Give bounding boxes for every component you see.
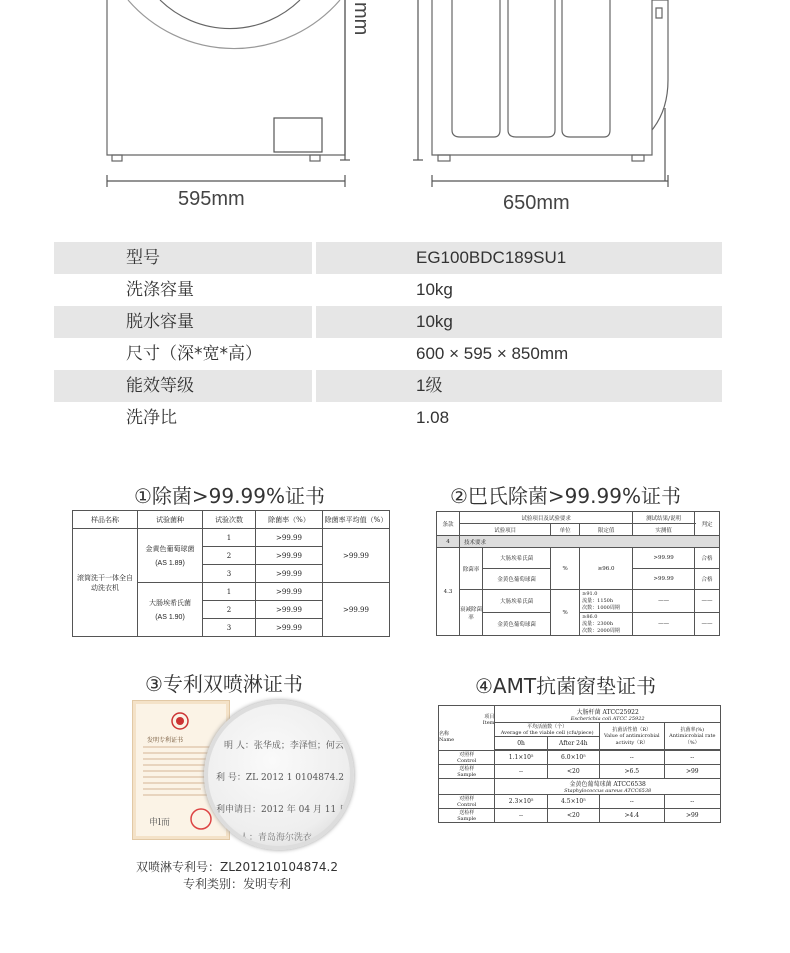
magnifier-line: 利 人：青岛海尔洗衣 [228,833,312,843]
cert2-judge: 合格 [695,548,720,569]
cert1-rate: >99.99 [256,547,323,565]
cert4-h-rate: 抗菌率(%) Antimicrobial rate（%） [664,723,720,750]
height-label: mm [350,2,372,36]
cert2-h-unit: 单位 [551,524,580,536]
cert1-avg: >99.99 [323,529,390,583]
dimension-diagram [0,0,790,230]
cert2-section-name: 技术要求 [460,536,720,548]
cert2-limit: ≥86.0 流量：2300h 次数：2000周期 [580,613,633,636]
cert1-strain-code: (AS 1.90) [155,614,185,621]
cert2-h-result-group: 测试结果/说明 [633,512,695,524]
patent-doc-title: 发明专利证书 [147,737,184,744]
cert2-judge: —— [695,590,720,613]
cert1-rate: >99.99 [256,583,323,601]
cert4-bac2 [495,779,721,795]
cert4-v24: <20 [547,765,599,779]
cert4-v24: 6.0×10⁵ [547,751,599,765]
cert4-row-name: 送检样 Sample [439,765,495,779]
magnifier-line: 明 人：张华成；李泽恒；何云 [224,741,344,751]
cert2-table [436,511,720,636]
cert1-strain-name: 大肠埃希氏菌 [149,599,191,607]
cert1-avg: >99.99 [323,583,390,637]
cert2-strain: 大肠埃希氏菌 [483,548,551,569]
cert1-strain [138,583,203,637]
cert1-trial: 2 [203,601,256,619]
cert4-h-name: 名称 Name [439,731,455,743]
cert1-trial: 1 [203,529,256,547]
cert1-rate: >99.99 [256,601,323,619]
spec-key: 尺寸（深*宽*高） [126,344,262,364]
cert4-bac2-en: Staphylococcus aureus ATCC6538 [564,788,652,794]
cert2-unit: % [551,590,580,636]
cert2-judge: 合格 [695,569,720,590]
spec-value: 10kg [416,280,453,299]
spec-row [54,274,722,306]
cert4-h-0h: 0h [495,737,547,750]
cert1-rate: >99.99 [256,565,323,583]
cert4-v0: 2.3×10⁵ [495,795,547,809]
cert1-header: 试验次数 [203,511,256,529]
cert1-header: 除菌率（%） [256,511,323,529]
cert4-r: >4.4 [599,809,664,823]
depth-dimension [413,0,668,187]
svg-text:申l而: 申l而 [149,818,170,828]
spec-key: 洗涤容量 [126,280,194,300]
cert4-table [438,705,721,823]
width-label: 595mm [178,188,245,210]
magnifier-lens [204,700,354,850]
spec-key: 洗净比 [126,408,177,428]
cert1-table [72,510,390,637]
cert2-h-result: 实测值 [633,524,695,536]
spec-row [54,338,722,370]
cert2-limit: ≥96.0 [580,548,633,590]
spec-key: 型号 [54,242,312,274]
cert1-header: 除菌率平均值（%） [323,511,390,529]
cert2-item: 衰减除菌率 [460,590,483,636]
spec-value: 1级 [316,370,722,402]
cert4-v24: <20 [547,809,599,823]
cert1-sample: 滚筒洗干一体全自动洗衣机 [73,529,138,637]
cert4-bac1 [495,706,721,723]
cert2-h-index: 条款 [437,512,460,536]
cert1-strain-code: (AS 1.89) [155,560,185,567]
cert4-h-item: 项目 Item [482,714,495,726]
cert4-rate: >99 [664,765,720,779]
cert4-corner [439,706,495,751]
cert1-trial: 3 [203,565,256,583]
cert4-bac2-cn: 金黄色葡萄球菌 ATCC6538 [569,781,646,788]
cert1-trial: 2 [203,547,256,565]
cert1-header: 试验菌种 [138,511,203,529]
cert4-h-24h: After 24h [547,737,599,750]
cert1-trial: 1 [203,583,256,601]
cert4-row-name: 对照样 Control [439,795,495,809]
cert2-item: 除菌率 [460,548,483,590]
spec-row [54,402,722,434]
cert4-r: -- [599,795,664,809]
cert4-r: >6.5 [599,765,664,779]
cert1-strain [138,529,203,583]
spec-row [54,306,722,338]
cert2-h-group: 试验项目及试验要求 [460,512,633,524]
cert4-rate: -- [664,795,720,809]
cert2-result: >99.99 [633,548,695,569]
spec-row [54,242,722,274]
spec-value: 10kg [316,306,722,338]
cert2-unit: % [551,548,580,590]
cert2-limit: ≥91.0 流量：1150h 次数：1000周期 [580,590,633,613]
spec-value: 1.08 [416,408,450,427]
cert1-trial: 3 [203,619,256,637]
spec-value: 600 × 595 × 850mm [416,344,569,363]
depth-label: 650mm [503,192,570,214]
cert4-v0: -- [495,765,547,779]
cert4-row-name: 送检样 Sample [439,809,495,823]
cert4-h-avg: 平均活菌数（个） Average of the viable cell (cfu/piece) [495,723,600,737]
front-view [107,0,345,161]
cert4-blank [439,779,495,795]
magnifier-line: 利 号：ZL 2012 1 0104874.2 [216,773,344,783]
cert3-title: ③专利双喷淋证书 [145,672,303,696]
spec-key: 脱水容量 [54,306,312,338]
magnifier-line: 利申请日：2012 年 04 月 11 日 [216,805,349,815]
cert4-rate: >99 [664,809,720,823]
cert2-result: —— [633,590,695,613]
cert1-title: ①除菌>99.99%证书 [134,484,325,508]
cert4-h-activity: 抗菌活性值（R） Value of antimicrobial activity（R） [599,723,664,750]
patent-caption-number: 双喷淋专利号：ZL201210104874.2 [136,860,338,874]
cert4-v0: -- [495,809,547,823]
cert2-title: ②巴氏除菌>99.99%证书 [450,484,681,508]
cert2-result: —— [633,613,695,636]
cert4-r: -- [599,751,664,765]
cert2-clause: 4.3 [437,548,460,636]
cert2-judge: —— [695,613,720,636]
cert1-rate: >99.99 [256,529,323,547]
cert4-v0: 1.1×10⁵ [495,751,547,765]
cert4-bac1-cn: 大肠杆菌 ATCC25922 [576,708,639,716]
side-view [432,0,668,161]
cert1-header: 样品名称 [73,511,138,529]
cert1-strain-name: 金黄色葡萄球菌 [145,545,195,553]
cert2-strain: 金黄色葡萄球菌 [483,613,551,636]
spec-row [54,370,722,402]
cert4-rate: -- [664,751,720,765]
cert2-section-no: 4 [437,536,460,548]
cert4-row-name: 对照样 Control [439,751,495,765]
spec-value: EG100BDC189SU1 [316,242,722,274]
cert2-strain: 大肠埃希氏菌 [483,590,551,613]
spec-key: 能效等级 [54,370,312,402]
cert2-strain: 金黄色葡萄球菌 [483,569,551,590]
cert2-h-judge: 判定 [695,512,720,536]
cert2-result: >99.99 [633,569,695,590]
cert4-bac1-en: Escherichia coli ATCC 25922 [570,715,645,722]
patent-caption-type: 专利类别：发明专利 [183,877,292,891]
cert4-v24: 4.5×10⁵ [547,795,599,809]
cert2-h-limit: 限定值 [580,524,633,536]
cert1-rate: >99.99 [256,619,323,637]
cert2-h-item: 试验项目 [460,524,551,536]
cert4-title: ④AMT抗菌窗垫证书 [475,674,657,698]
